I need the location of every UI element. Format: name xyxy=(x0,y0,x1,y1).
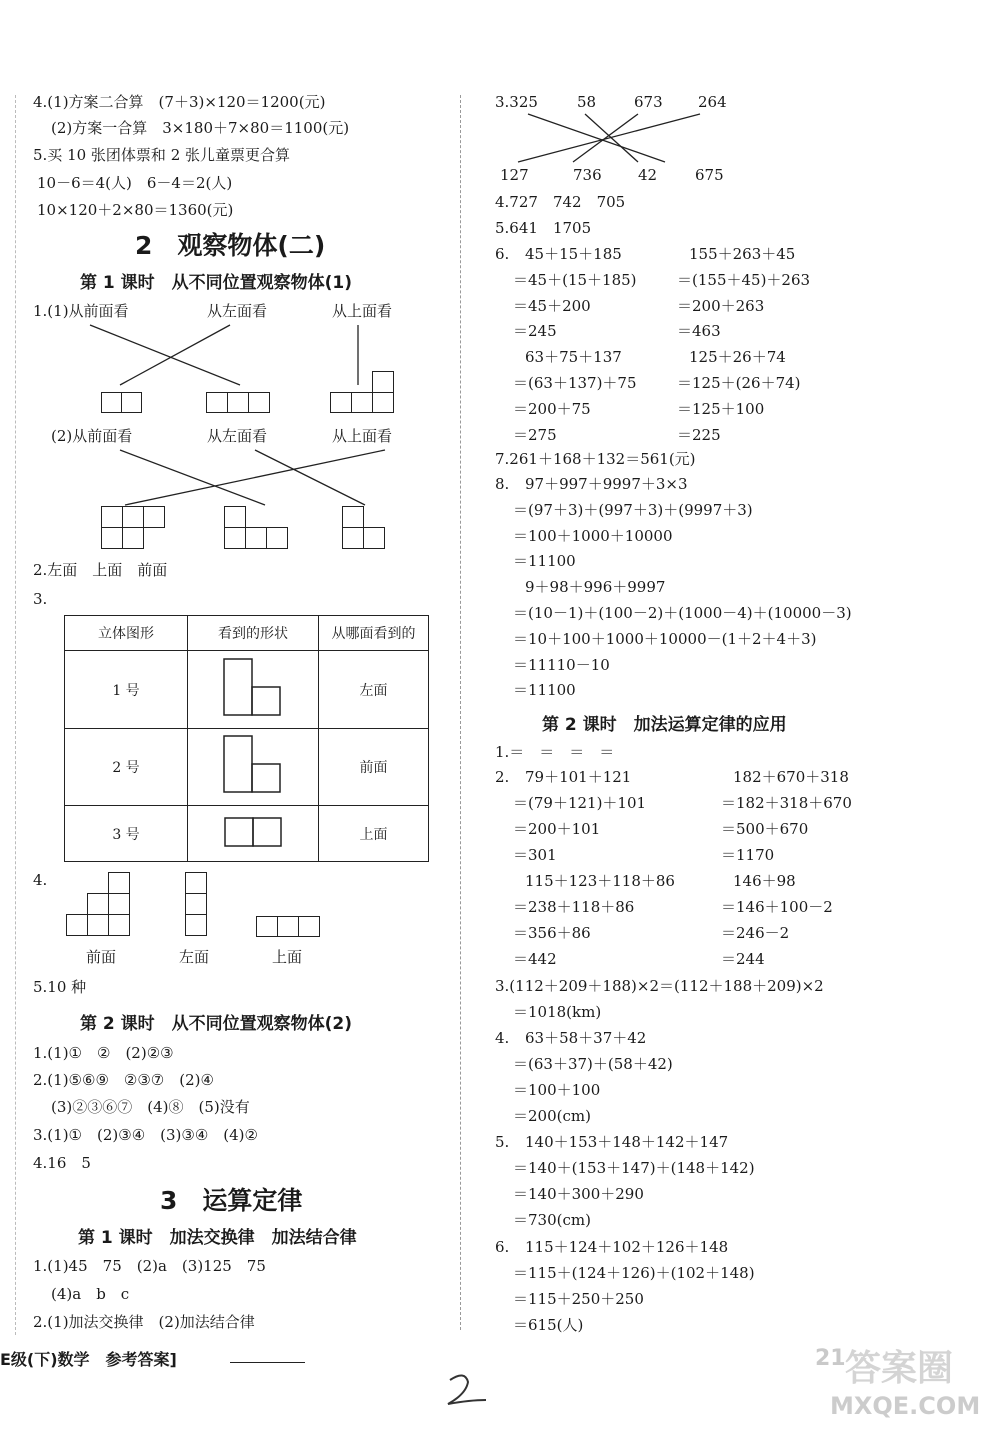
answer-5-line3: 10×120＋2×80＝1360(元) xyxy=(37,201,234,219)
table-cell: 1 号 xyxy=(65,651,188,729)
view-label-front: 前面 xyxy=(86,948,117,966)
shape-square xyxy=(143,506,165,528)
table-cell-shape xyxy=(188,729,319,806)
answer-2: 2.左面 上面 前面 xyxy=(33,561,168,579)
q1-part2-front: (2)从前面看 xyxy=(51,427,133,445)
calc-step: ＝(10－1)＋(100－2)＋(1000－4)＋(10000－3) xyxy=(513,604,852,622)
calc-step: ＝500＋670 xyxy=(721,820,809,838)
lesson-3-title: 第 1 课时 加法交换律 加法结合律 xyxy=(78,1228,357,1248)
shape-square xyxy=(108,914,130,936)
r-answer-8-label: 8. xyxy=(495,475,510,493)
shape-square xyxy=(121,392,142,413)
shape-square xyxy=(224,506,246,528)
calc-step: ＝275 xyxy=(513,425,557,444)
column-divider xyxy=(460,95,461,1330)
calc-step: ＝11100 xyxy=(513,552,576,571)
r-lesson-answer-3: 3.(112＋209＋188)×2＝(112＋188＋209)×2 xyxy=(495,977,824,995)
table-cell: 左面 xyxy=(319,651,429,729)
shape-square xyxy=(122,506,144,528)
answer-3-label: 3. xyxy=(33,590,48,608)
table-cell: 3 号 xyxy=(65,806,188,862)
r-lesson-title: 第 2 课时 加法运算定律的应用 xyxy=(542,715,787,735)
match-top-item: 673 xyxy=(634,93,663,111)
match-top-item: 3.325 xyxy=(495,93,538,111)
table-header: 立体图形 xyxy=(65,616,188,651)
shape-l-tall xyxy=(218,734,288,796)
shape-square xyxy=(363,527,385,549)
r-answer-7: 7.261＋168＋132＝561(元) xyxy=(495,450,696,468)
lesson-2-title: 第 2 课时 从不同位置观察物体(2) xyxy=(80,1014,353,1034)
shape-square xyxy=(248,392,270,413)
match-bottom-item: 736 xyxy=(573,166,602,184)
calc-step: ＝(79＋121)＋101 xyxy=(513,794,647,812)
unit-3-title: 3 运算定律 xyxy=(160,1186,303,1215)
margin-line xyxy=(15,95,16,1335)
shape-square xyxy=(87,893,109,915)
r-lesson-answer-4-label: 4. xyxy=(495,1029,510,1047)
lesson3-answer: 2.(1)加法交换律 (2)加法结合律 xyxy=(33,1313,255,1331)
calc-step: ＝200＋75 xyxy=(513,399,591,418)
calc-step: ＝(63＋37)＋(58＋42) xyxy=(513,1055,673,1073)
answer-4-line1: 4.(1)方案二合算 (7＋3)×120＝1200(元) xyxy=(33,93,326,111)
table-header: 看到的形状 xyxy=(188,616,319,651)
shape-square xyxy=(227,392,249,413)
calc-step: ＝140＋300＋290 xyxy=(513,1185,644,1203)
table-header: 从哪面看到的 xyxy=(319,616,429,651)
q1-part2-top: 从上面看 xyxy=(332,427,393,445)
calc-step: ＝200＋263 xyxy=(677,296,765,315)
calc-step: 9＋98＋996＋9997 xyxy=(525,578,666,597)
calc-step: ＝45＋(15＋185) xyxy=(513,270,637,289)
calc-step: 182＋670＋318 xyxy=(733,768,849,786)
calc-step: ＝238＋118＋86 xyxy=(513,898,635,916)
calc-step: 140＋153＋148＋142＋147 xyxy=(525,1133,729,1151)
calc-step: ＝356＋86 xyxy=(513,924,591,942)
view-label-top: 上面 xyxy=(272,948,303,966)
handwritten-mark xyxy=(440,1370,490,1410)
q1-part1-front: 1.(1)从前面看 xyxy=(33,302,129,320)
shape-square xyxy=(101,506,123,528)
calc-step: ＝(63＋137)＋75 xyxy=(513,374,637,392)
shape-square xyxy=(277,916,299,937)
shape-square xyxy=(372,371,394,393)
calc-step: ＝100＋100 xyxy=(513,1081,601,1099)
calc-step: ＝115＋250＋250 xyxy=(513,1290,644,1308)
watermark-logo: 答案圈 xyxy=(845,1348,954,1389)
shape-square xyxy=(256,916,278,937)
shape-square xyxy=(342,527,364,549)
calc-step: ＝100＋1000＋10000 xyxy=(513,526,673,545)
shape-two-squares xyxy=(221,815,285,849)
shape-square xyxy=(101,527,123,549)
calc-step: ＝200＋101 xyxy=(513,820,601,838)
calc-step: ＝11100 xyxy=(513,681,576,700)
answer-table xyxy=(64,615,429,862)
shape-square xyxy=(372,392,394,413)
calc-step: ＝301 xyxy=(513,846,557,864)
view-label-left: 左面 xyxy=(179,948,210,966)
r-lesson-answer-5-label: 5. xyxy=(495,1133,510,1151)
lesson2-answer: 2.(1)⑤⑥⑨ ②③⑦ (2)④ xyxy=(33,1071,214,1089)
calc-step: ＝615(人) xyxy=(513,1316,584,1334)
answer-4-line2: (2)方案一合算 3×180＋7×80＝1100(元) xyxy=(51,119,350,137)
answer-4-label: 4. xyxy=(33,871,48,889)
r-lesson-answer-3b: ＝1018(km) xyxy=(513,1003,602,1021)
calc-step: ＝245 xyxy=(513,322,557,341)
calc-step: ＝(97＋3)＋(997＋3)＋(9997＋3) xyxy=(513,500,753,519)
shape-square xyxy=(66,914,88,936)
calc-step: ＝10＋100＋1000＋10000－(1＋2＋4＋3) xyxy=(513,629,817,648)
shape-square xyxy=(330,392,352,413)
calc-step: 45＋15＋185 xyxy=(525,245,622,263)
calc-step: ＝115＋(124＋126)＋(102＋148) xyxy=(513,1264,755,1282)
calc-step: ＝125＋100 xyxy=(677,399,765,418)
table-cell-shape xyxy=(188,806,319,862)
answer-5-line2: 10－6＝4(人) 6－4＝2(人) xyxy=(37,174,233,192)
shape-square xyxy=(185,872,207,894)
lesson2-answer: 4.16 5 xyxy=(33,1154,91,1172)
answer-5: 5.10 种 xyxy=(33,978,87,996)
shape-l-tall xyxy=(218,657,288,719)
matching-lines-right xyxy=(460,100,760,170)
calc-step: ＝11110－10 xyxy=(513,655,610,674)
calc-step: ＝140＋(153＋147)＋(148＋142) xyxy=(513,1159,755,1177)
calc-step: ＝225 xyxy=(677,425,721,444)
lesson2-answer: (3)②③⑥⑦ (4)⑧ (5)没有 xyxy=(51,1098,250,1116)
calc-step: ＝463 xyxy=(677,322,721,341)
footer-label: E级(下)数学 参考答案] xyxy=(0,1350,177,1369)
shape-square xyxy=(108,872,130,894)
match-top-item: 264 xyxy=(698,93,727,111)
lesson-1-title: 第 1 课时 从不同位置观察物体(1) xyxy=(80,273,353,293)
shape-square xyxy=(87,914,109,936)
calc-step: 115＋124＋102＋126＋148 xyxy=(525,1238,729,1256)
watermark-url: MXQE.COM xyxy=(830,1392,981,1420)
calc-step: 63＋75＋137 xyxy=(525,348,622,367)
lesson2-answer: 3.(1)① (2)③④ (3)③④ (4)② xyxy=(33,1126,258,1144)
r-lesson-answer-1: 1.＝ ＝ ＝ ＝ xyxy=(495,743,615,761)
table-cell: 上面 xyxy=(319,806,429,862)
lesson3-answer: 1.(1)45 75 (2)a (3)125 75 xyxy=(33,1257,266,1275)
calc-step: ＝45＋200 xyxy=(513,296,591,315)
lesson3-answer: (4)a b c xyxy=(51,1285,130,1303)
r-answer-4: 4.727 742 705 xyxy=(495,193,626,211)
shape-square xyxy=(245,527,267,549)
match-bottom-item: 127 xyxy=(500,166,529,184)
q1-part1-top: 从上面看 xyxy=(332,302,393,320)
page-number: 21 xyxy=(815,1346,846,1371)
shape-square xyxy=(342,506,364,528)
shape-square xyxy=(224,527,246,549)
table-cell-shape xyxy=(188,651,319,729)
match-top-item: 58 xyxy=(577,93,597,111)
calc-step: ＝246－2 xyxy=(721,924,790,942)
calc-step: 125＋26＋74 xyxy=(689,348,786,367)
shape-square xyxy=(185,914,207,936)
shape-square xyxy=(122,527,144,549)
calc-step: 63＋58＋37＋42 xyxy=(525,1029,647,1047)
lesson2-answer: 1.(1)① ② (2)②③ xyxy=(33,1044,174,1062)
shape-square xyxy=(108,893,130,915)
calc-step: ＝442 xyxy=(513,950,557,968)
r-lesson-answer-6-label: 6. xyxy=(495,1238,510,1256)
calc-step: 146＋98 xyxy=(733,872,796,890)
calc-step: 79＋101＋121 xyxy=(525,768,632,786)
footer-rule xyxy=(230,1362,305,1363)
r-answer-6-label: 6. xyxy=(495,245,510,263)
match-bottom-item: 675 xyxy=(695,166,724,184)
calc-step: ＝125＋(26＋74) xyxy=(677,374,801,392)
q1-part2-left: 从左面看 xyxy=(207,427,268,445)
shape-square xyxy=(101,392,122,413)
shape-square xyxy=(185,893,207,915)
calc-step: ＝1170 xyxy=(721,846,775,864)
calc-step: 115＋123＋118＋86 xyxy=(525,872,675,890)
unit-2-title: 2 观察物体(二) xyxy=(135,231,326,260)
calc-step: ＝182＋318＋670 xyxy=(721,794,852,812)
table-cell: 2 号 xyxy=(65,729,188,806)
shape-square xyxy=(351,392,373,413)
shape-square xyxy=(206,392,228,413)
r-answer-5: 5.641 1705 xyxy=(495,219,592,237)
calc-step: ＝(155＋45)＋263 xyxy=(677,270,811,289)
shape-square xyxy=(266,527,288,549)
answer-5-line1: 5.买 10 张团体票和 2 张儿童票更合算 xyxy=(33,146,291,164)
r-lesson-answer-2-label: 2. xyxy=(495,768,510,786)
table-cell: 前面 xyxy=(319,729,429,806)
calc-step: ＝244 xyxy=(721,950,765,968)
q1-part1-left: 从左面看 xyxy=(207,302,268,320)
calc-step: ＝730(cm) xyxy=(513,1211,591,1229)
calc-step: 97＋997＋9997＋3×3 xyxy=(525,475,688,493)
match-bottom-item: 42 xyxy=(638,166,658,184)
calc-step: 155＋263＋45 xyxy=(689,245,796,263)
shape-square xyxy=(298,916,320,937)
calc-step: ＝200(cm) xyxy=(513,1107,591,1125)
calc-step: ＝146＋100－2 xyxy=(721,898,833,916)
